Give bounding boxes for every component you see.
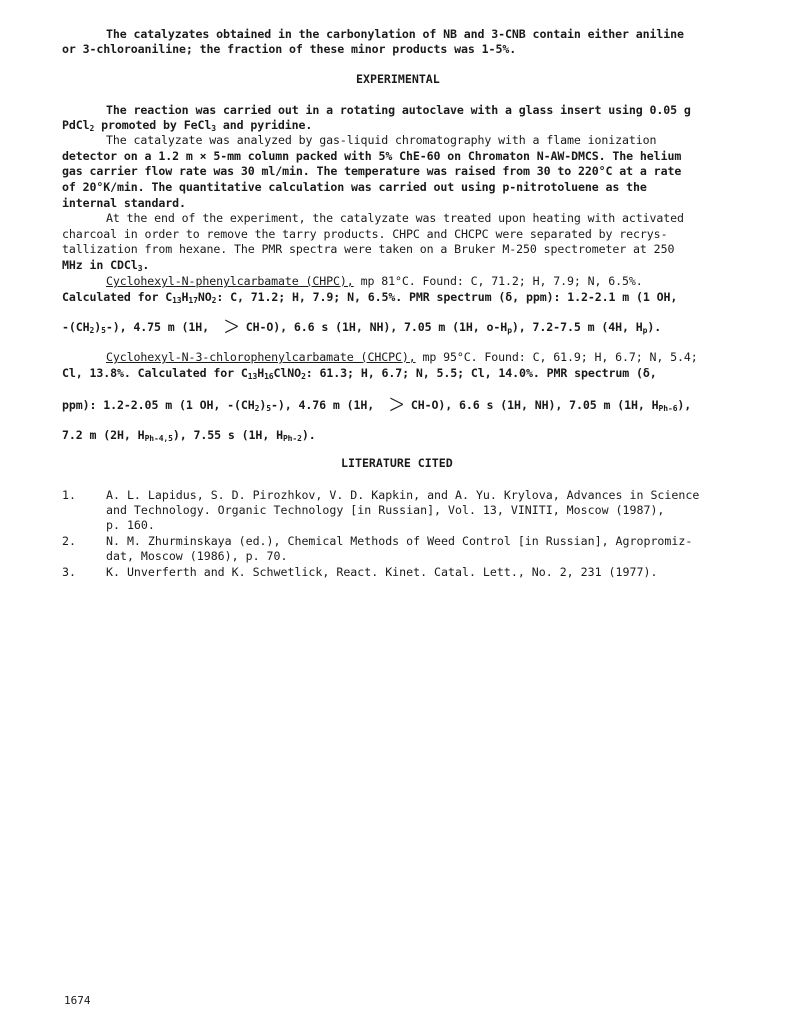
exp-line4: detector on a 1.2 m × 5-mm column packed with 5% ChE-60 on Chromaton N-AW-DMCS. The helium	[62, 149, 682, 163]
chcpc-compound-name: Cyclohexyl-N-3-chlorophenylcarbamate (CHCPC),	[106, 350, 416, 364]
chpc-line3: $-(CH_2)_5-$), 4.75 m (1H, > CH-O), 6.6 s (1H, NH), 7.05 m (1H, $o-H_p$), 7.2-7.5 m (4H, $H_p$).	[62, 308, 662, 342]
reference-line: A. L. Lapidus, S. D. Pirozhkov, V. D. Kapkin, and A. Yu. Krylova, Advances in Science	[106, 488, 700, 502]
exp-line10: tallization from hexane. The PMR spectra were taken on a Bruker M-250 spectrometer at 250	[62, 242, 675, 256]
exp-line7: internal standard.	[62, 196, 186, 210]
exp-line8: At the end of the experiment, the catalyzate was treated upon heating with activated	[106, 211, 684, 225]
exp-line6: of 20°K/min. The quantitative calculation was carried out using p-nitrotoluene as the	[62, 180, 647, 194]
reference-number: 3.	[62, 565, 76, 579]
para1-line1: The catalyzates obtained in the carbonylation of NB and 3-CNB contain either aniline	[106, 27, 684, 41]
reference-number: 1.	[62, 488, 76, 502]
para1-line2: or 3-chloroaniline; the fraction of these minor products was 1-5%.	[62, 42, 517, 56]
reference-line: p. 160.	[106, 518, 155, 532]
chcpc-line1: Cyclohexyl-N-3-chlorophenylcarbamate (CHCPC), mp 95°C. Found: C, 61.9; H, 6.7; N, 5.4;	[106, 350, 698, 364]
chpc-line1: Cyclohexyl-N-phenylcarbamate (CHPC), mp 81°C. Found: C, 71.2; H, 7.9; N, 6.5%.	[106, 274, 643, 288]
reference-line: K. Unverferth and K. Schwetlick, React. Kinet. Catal. Lett., No. 2, 231 (1977).	[106, 565, 658, 579]
chcpc-line3: ppm): 1.2-2.05 m (1 OH, $-(CH_2)_5-$), 4.76 m (1H, > CH-O), 6.6 s (1H, NH), 7.05 m (1H, $H_{Ph-6}$),	[62, 386, 692, 420]
chcpc-line4: 7.2 m (2H, $H_{Ph-4,5}$), 7.55 s (1H, $H_{Ph-2}$).	[62, 428, 316, 443]
chpc-compound-name: Cyclohexyl-N-phenylcarbamate (CHPC),	[106, 274, 354, 288]
chevron-symbol: >	[388, 386, 405, 420]
exp-line5: gas carrier flow rate was 30 ml/min. The temperature was raised from 30 to 220°C at a rate	[62, 164, 682, 178]
reference-line: N. M. Zhurminskaya (ed.), Chemical Methods of Weed Control [in Russian], Agropromiz-	[106, 534, 693, 548]
literature-heading: LITERATURE CITED	[341, 456, 453, 470]
reference-line: and Technology. Organic Technology [in Russian], Vol. 13, VINITI, Moscow (1987),	[106, 503, 665, 517]
exp-line11: MHz in CDCl$_3$.	[62, 258, 150, 273]
reference-line: dat, Moscow (1986), p. 70.	[106, 549, 288, 563]
exp-line9: charcoal in order to remove the tarry products. CHPC and CHCPC were separated by recrys-	[62, 227, 668, 241]
experimental-heading: EXPERIMENTAL	[356, 72, 440, 86]
exp-line2: PdCl$_2$ promoted by FeCl$_3$ and pyridine.	[62, 118, 313, 133]
page-number: 1674	[64, 994, 91, 1007]
chcpc-line2: Cl, 13.8%. Calculated for $C_{13}H_{16}ClNO_2$: 61.3; H, 6.7; N, 5.5; Cl, 14.0%. PMR spectrum (δ,	[62, 366, 657, 381]
exp-line3: The catalyzate was analyzed by gas-liquid chromatography with a flame ionization	[106, 133, 657, 147]
chpc-line2: Calculated for $C_{13}H_{17}NO_2$: C, 71.2; H, 7.9; N, 6.5%. PMR spectrum (δ, ppm): 1.2-2.1 m (1 OH,	[62, 290, 678, 305]
reference-number: 2.	[62, 534, 76, 548]
exp-line1: The reaction was carried out in a rotating autoclave with a glass insert using 0.05 g	[106, 103, 691, 117]
chevron-symbol: >	[223, 308, 240, 342]
